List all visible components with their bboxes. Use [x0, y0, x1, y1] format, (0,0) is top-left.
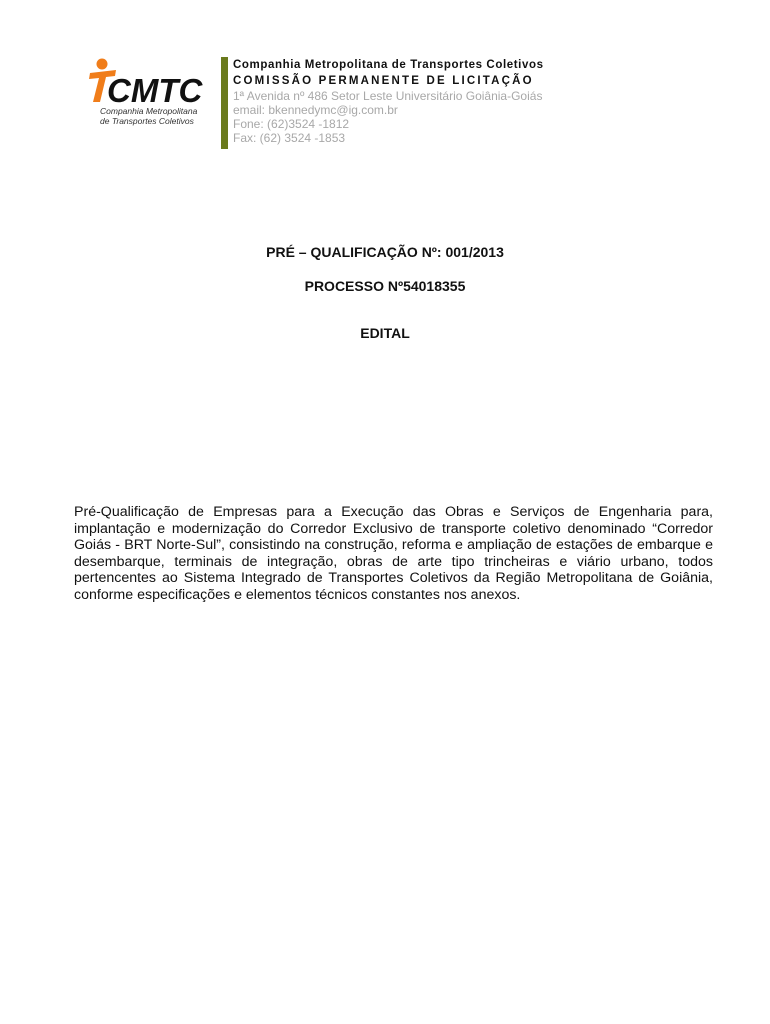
- email: email: bkennedymc@ig.com.br: [233, 103, 398, 117]
- process-number: PROCESSO Nº54018355: [304, 278, 466, 294]
- prequalification-title: PRÉ – QUALIFICAÇÃO Nº: 001/2013: [266, 244, 504, 260]
- object-paragraph: Pré-Qualificação de Empresas para a Execução das Obras e Serviços de Engenharia para, implantação e modernização do Corredor Exclusivo de transporte coletivo denominado “Corredor Goiás - BRT Norte-Sul”, consistindo na construção, reforma e ampliação de estações de embarque e desembarque, terminais de integração, obras de arte tipo trincheiras e viário urbano, todos pertencentes ao Sistema Integrado de Transportes Coletivos da Região Metropolitana de Goiânia, conforme especificações e elementos técnicos constantes nos anexos.: [74, 504, 713, 603]
- logo-subtitle: [100, 106, 212, 126]
- phone: Fone: (62)3524 -1812: [233, 117, 350, 131]
- commission-name: COMISSÃO PERMANENTE DE LICITAÇÃO: [233, 75, 534, 87]
- logo-text: CMTC: [107, 72, 203, 106]
- address: 1ª Avenida nº 486 Setor Leste Universitário Goiânia-Goiás: [233, 89, 543, 103]
- edital-title: EDITAL: [360, 325, 410, 341]
- organization-name: Companhia Metropolitana de Transportes Coletivos: [233, 59, 544, 71]
- fax: Fax: (62) 3524 -1853: [233, 131, 346, 145]
- letterhead: [233, 58, 653, 145]
- cmtc-logo-icon: [88, 56, 213, 106]
- logo-subtitle-line1: Companhia Metropolitana: [100, 106, 198, 116]
- logo-subtitle-line2: de Transportes Coletivos: [100, 116, 194, 126]
- header-divider-bar: [221, 57, 228, 149]
